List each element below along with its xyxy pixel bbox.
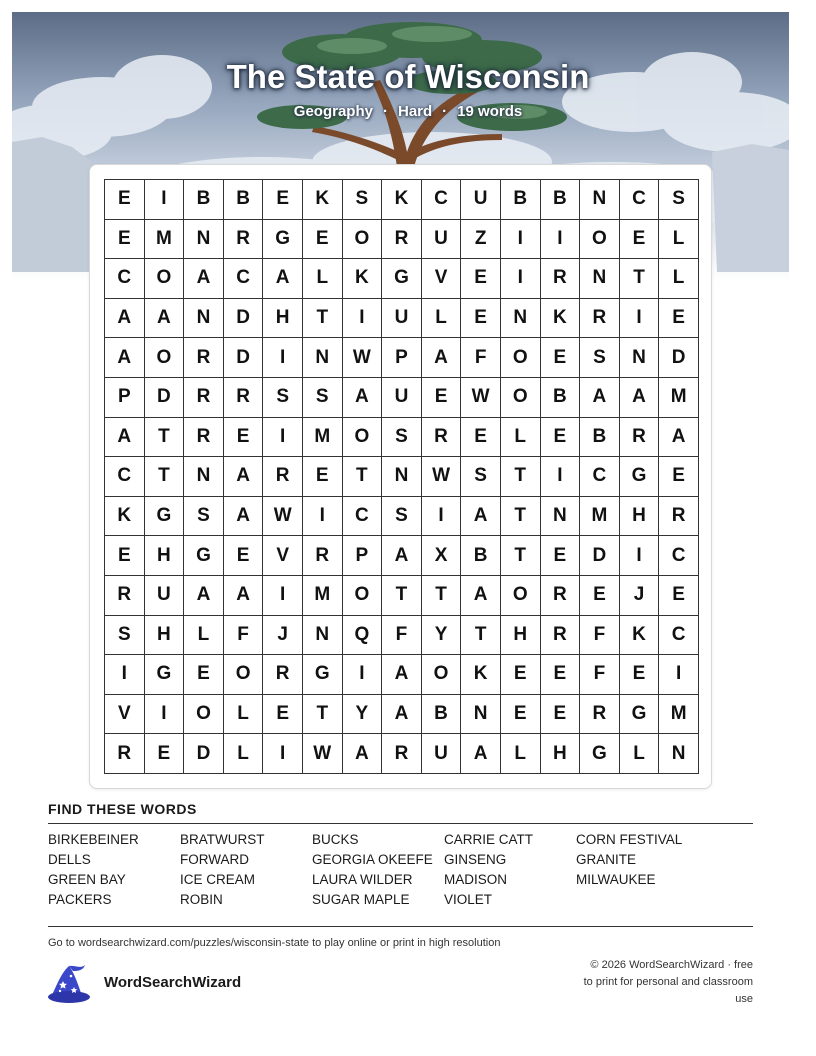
grid-cell[interactable]: N xyxy=(541,497,581,537)
grid-cell[interactable]: R xyxy=(263,457,303,497)
grid-cell[interactable]: D xyxy=(659,338,699,378)
grid-cell[interactable]: B xyxy=(541,180,581,220)
grid-cell[interactable]: I xyxy=(541,457,581,497)
grid-cell[interactable]: N xyxy=(501,299,541,339)
letter-grid[interactable] xyxy=(104,179,699,774)
word-list xyxy=(48,832,708,912)
grid-cell[interactable]: I xyxy=(263,734,303,774)
grid-cell[interactable]: K xyxy=(461,655,501,695)
grid-cell[interactable]: A xyxy=(184,576,224,616)
grid-cell[interactable]: E xyxy=(501,655,541,695)
word-list-item: MILWAUKEE xyxy=(576,872,656,887)
grid-cell[interactable]: Q xyxy=(343,616,383,656)
grid-cell[interactable]: O xyxy=(343,576,383,616)
grid-cell[interactable]: E xyxy=(105,180,145,220)
grid-cell[interactable]: C xyxy=(422,180,462,220)
grid-cell[interactable]: H xyxy=(145,616,185,656)
grid-cell[interactable]: K xyxy=(343,259,383,299)
grid-cell[interactable]: T xyxy=(501,536,541,576)
grid-cell[interactable]: H xyxy=(620,497,660,537)
grid-cell[interactable]: F xyxy=(382,616,422,656)
grid-cell[interactable]: A xyxy=(461,576,501,616)
grid-cell[interactable]: V xyxy=(422,259,462,299)
grid-cell[interactable]: R xyxy=(541,576,581,616)
grid-cell[interactable]: C xyxy=(659,536,699,576)
grid-cell[interactable]: O xyxy=(224,655,264,695)
grid-cell[interactable]: I xyxy=(303,497,343,537)
grid-cell[interactable]: G xyxy=(145,497,185,537)
grid-cell[interactable]: I xyxy=(263,338,303,378)
grid-cell[interactable]: O xyxy=(501,576,541,616)
word-list-item: BRATWURST xyxy=(180,832,265,847)
grid-cell[interactable]: R xyxy=(541,259,581,299)
grid-cell[interactable]: F xyxy=(580,616,620,656)
grid-cell[interactable]: E xyxy=(659,299,699,339)
grid-cell[interactable]: T xyxy=(145,418,185,458)
grid-cell[interactable]: R xyxy=(184,378,224,418)
grid-cell[interactable]: I xyxy=(145,695,185,735)
grid-cell[interactable]: D xyxy=(224,299,264,339)
grid-cell[interactable]: R xyxy=(224,220,264,260)
grid-cell[interactable]: S xyxy=(184,497,224,537)
grid-cell[interactable]: E xyxy=(303,457,343,497)
grid-cell[interactable]: T xyxy=(343,457,383,497)
grid-cell[interactable]: S xyxy=(659,180,699,220)
grid-cell[interactable]: E xyxy=(580,576,620,616)
grid-cell[interactable]: R xyxy=(382,220,422,260)
grid-cell[interactable]: V xyxy=(263,536,303,576)
grid-cell[interactable]: E xyxy=(263,180,303,220)
grid-cell[interactable]: S xyxy=(382,418,422,458)
grid-cell[interactable]: S xyxy=(303,378,343,418)
grid-cell[interactable]: A xyxy=(382,655,422,695)
grid-cell[interactable]: E xyxy=(105,536,145,576)
word-list-item: DELLS xyxy=(48,852,91,867)
divider xyxy=(48,926,753,927)
word-list-item: MADISON xyxy=(444,872,508,887)
word-list-item: GINSENG xyxy=(444,852,507,867)
grid-cell[interactable]: N xyxy=(303,338,343,378)
grid-cell[interactable]: L xyxy=(659,259,699,299)
grid-cell[interactable]: T xyxy=(303,299,343,339)
grid-cell[interactable]: L xyxy=(303,259,343,299)
grid-cell[interactable]: O xyxy=(343,220,383,260)
grid-cell[interactable]: R xyxy=(541,616,581,656)
grid-cell[interactable]: E xyxy=(541,418,581,458)
grid-cell[interactable]: L xyxy=(224,695,264,735)
grid-cell[interactable]: R xyxy=(105,734,145,774)
category-label: Geography xyxy=(293,103,373,120)
grid-cell[interactable]: U xyxy=(422,220,462,260)
brand-logo[interactable] xyxy=(47,963,93,1005)
grid-cell[interactable]: M xyxy=(659,378,699,418)
grid-cell[interactable]: B xyxy=(541,378,581,418)
wizard-hat-icon xyxy=(47,963,93,1005)
grid-cell[interactable]: M xyxy=(145,220,185,260)
grid-cell[interactable]: S xyxy=(461,457,501,497)
grid-cell[interactable]: P xyxy=(382,338,422,378)
grid-cell[interactable]: R xyxy=(184,418,224,458)
grid-cell[interactable]: I xyxy=(343,655,383,695)
grid-cell[interactable]: C xyxy=(620,180,660,220)
grid-cell[interactable]: I xyxy=(343,299,383,339)
grid-cell[interactable]: F xyxy=(224,616,264,656)
footer-link[interactable]: Go to wordsearchwizard.com/puzzles/wisconsin-state to play online or print in high resolution xyxy=(48,937,501,949)
grid-cell[interactable]: A xyxy=(461,734,501,774)
word-list-item: FORWARD xyxy=(180,852,249,867)
grid-cell[interactable]: F xyxy=(580,655,620,695)
divider xyxy=(48,823,753,824)
grid-cell[interactable]: N xyxy=(580,259,620,299)
grid-cell[interactable]: K xyxy=(382,180,422,220)
grid-cell[interactable]: V xyxy=(105,695,145,735)
grid-cell[interactable]: B xyxy=(224,180,264,220)
grid-cell[interactable]: X xyxy=(422,536,462,576)
grid-cell[interactable]: T xyxy=(145,457,185,497)
grid-cell[interactable]: I xyxy=(422,497,462,537)
grid-cell[interactable]: I xyxy=(145,180,185,220)
grid-cell[interactable]: Y xyxy=(343,695,383,735)
grid-cell[interactable]: O xyxy=(343,418,383,458)
word-list-item: BUCKS xyxy=(312,832,359,847)
grid-cell[interactable]: R xyxy=(382,734,422,774)
grid-cell[interactable]: T xyxy=(303,695,343,735)
grid-cell[interactable]: G xyxy=(145,655,185,695)
grid-cell[interactable]: N xyxy=(659,734,699,774)
grid-cell[interactable]: T xyxy=(382,576,422,616)
grid-cell[interactable]: A xyxy=(224,497,264,537)
grid-cell[interactable]: A xyxy=(105,338,145,378)
grid-cell[interactable]: T xyxy=(620,259,660,299)
grid-cell[interactable]: I xyxy=(659,655,699,695)
grid-cell[interactable]: I xyxy=(263,576,303,616)
grid-cell[interactable]: B xyxy=(184,180,224,220)
grid-cell[interactable]: N xyxy=(184,220,224,260)
brand-name: WordSearchWizard xyxy=(104,974,242,991)
separator-dot: · xyxy=(382,103,388,120)
word-list-item: SUGAR MAPLE xyxy=(312,892,410,907)
grid-cell[interactable]: F xyxy=(461,338,501,378)
grid-cell[interactable]: I xyxy=(263,418,303,458)
grid-cell[interactable]: A xyxy=(580,378,620,418)
grid-cell[interactable]: C xyxy=(659,616,699,656)
grid-cell[interactable]: W xyxy=(263,497,303,537)
grid-cell[interactable]: M xyxy=(303,576,343,616)
grid-cell[interactable]: A xyxy=(620,378,660,418)
grid-cell[interactable]: H xyxy=(263,299,303,339)
word-list-item: BIRKEBEINER xyxy=(48,832,139,847)
word-list-item: GEORGIA OKEEFE xyxy=(312,852,433,867)
grid-cell[interactable]: E xyxy=(145,734,185,774)
grid-cell[interactable]: K xyxy=(620,616,660,656)
grid-cell[interactable]: A xyxy=(105,299,145,339)
word-list-item: ROBIN xyxy=(180,892,223,907)
word-list-item: CORN FESTIVAL xyxy=(576,832,683,847)
grid-cell[interactable]: A xyxy=(263,259,303,299)
grid-cell[interactable]: T xyxy=(461,616,501,656)
grid-cell[interactable]: E xyxy=(303,220,343,260)
grid-cell[interactable]: S xyxy=(580,338,620,378)
word-list-item: VIOLET xyxy=(444,892,493,907)
grid-cell[interactable]: B xyxy=(580,418,620,458)
grid-cell[interactable]: M xyxy=(659,695,699,735)
grid-cell[interactable]: E xyxy=(541,338,581,378)
grid-cell[interactable]: P xyxy=(105,378,145,418)
grid-cell[interactable]: W xyxy=(461,378,501,418)
grid-cell[interactable]: U xyxy=(145,576,185,616)
grid-cell[interactable]: U xyxy=(382,378,422,418)
grid-cell[interactable]: E xyxy=(263,695,303,735)
grid-cell[interactable]: T xyxy=(501,457,541,497)
grid-cell[interactable]: S xyxy=(343,180,383,220)
grid-cell[interactable]: W xyxy=(422,457,462,497)
grid-cell[interactable]: R xyxy=(580,299,620,339)
grid-cell[interactable]: E xyxy=(105,220,145,260)
grid-cell[interactable]: E xyxy=(659,457,699,497)
grid-cell[interactable]: M xyxy=(303,418,343,458)
grid-cell[interactable]: C xyxy=(343,497,383,537)
grid-cell[interactable]: W xyxy=(303,734,343,774)
grid-cell[interactable]: I xyxy=(620,536,660,576)
grid-cell[interactable]: R xyxy=(659,497,699,537)
grid-cell[interactable]: E xyxy=(620,220,660,260)
grid-cell[interactable]: O xyxy=(501,378,541,418)
grid-cell[interactable]: P xyxy=(343,536,383,576)
grid-cell[interactable]: E xyxy=(541,655,581,695)
grid-cell[interactable]: E xyxy=(224,418,264,458)
grid-cell[interactable]: Z xyxy=(461,220,501,260)
grid-cell[interactable]: D xyxy=(184,734,224,774)
grid-cell[interactable]: O xyxy=(580,220,620,260)
grid-cell[interactable]: G xyxy=(303,655,343,695)
grid-cell[interactable]: S xyxy=(263,378,303,418)
grid-cell[interactable]: C xyxy=(580,457,620,497)
grid-cell[interactable]: R xyxy=(422,418,462,458)
word-list-item: GRANITE xyxy=(576,852,637,867)
grid-cell[interactable]: H xyxy=(541,734,581,774)
grid-cell[interactable]: L xyxy=(422,299,462,339)
grid-cell[interactable]: C xyxy=(105,457,145,497)
grid-cell[interactable]: I xyxy=(501,220,541,260)
grid-cell[interactable]: O xyxy=(422,655,462,695)
grid-cell[interactable]: R xyxy=(580,695,620,735)
grid-cell[interactable]: O xyxy=(501,338,541,378)
grid-cell[interactable]: L xyxy=(184,616,224,656)
grid-cell[interactable]: G xyxy=(580,734,620,774)
grid-cell[interactable]: I xyxy=(501,259,541,299)
grid-cell[interactable]: J xyxy=(263,616,303,656)
word-list-item: LAURA WILDER xyxy=(312,872,413,887)
word-list-item: GREEN BAY xyxy=(48,872,126,887)
grid-cell[interactable]: E xyxy=(461,259,501,299)
page-title: The State of Wisconsin xyxy=(226,58,590,95)
grid-cell[interactable]: E xyxy=(541,536,581,576)
grid-cell[interactable]: M xyxy=(580,497,620,537)
grid-cell[interactable]: G xyxy=(620,695,660,735)
grid-cell[interactable]: A xyxy=(461,497,501,537)
grid-cell[interactable]: N xyxy=(580,180,620,220)
grid-cell[interactable]: A xyxy=(343,734,383,774)
grid-cell[interactable]: U xyxy=(461,180,501,220)
grid-cell[interactable]: S xyxy=(382,497,422,537)
grid-cell[interactable]: L xyxy=(501,734,541,774)
grid-cell[interactable]: I xyxy=(105,655,145,695)
grid-cell[interactable]: D xyxy=(224,338,264,378)
grid-cell[interactable]: O xyxy=(145,259,185,299)
grid-cell[interactable]: R xyxy=(263,655,303,695)
grid-cell[interactable]: E xyxy=(541,695,581,735)
grid-cell[interactable]: E xyxy=(184,655,224,695)
grid-cell[interactable]: N xyxy=(620,338,660,378)
grid-cell[interactable]: S xyxy=(105,616,145,656)
grid-cell[interactable]: K xyxy=(105,497,145,537)
grid-cell[interactable]: I xyxy=(541,220,581,260)
grid-cell[interactable]: R xyxy=(105,576,145,616)
puzzle-meta xyxy=(0,103,816,120)
grid-cell[interactable]: K xyxy=(303,180,343,220)
grid-cell[interactable]: A xyxy=(382,536,422,576)
grid-cell[interactable]: N xyxy=(184,457,224,497)
grid-cell[interactable]: L xyxy=(659,220,699,260)
grid-cell[interactable]: G xyxy=(184,536,224,576)
grid-cell[interactable]: N xyxy=(303,616,343,656)
grid-cell[interactable]: U xyxy=(382,299,422,339)
word-list-item: PACKERS xyxy=(48,892,112,907)
grid-cell[interactable]: A xyxy=(382,695,422,735)
word-list-item: ICE CREAM xyxy=(180,872,256,887)
grid-cell[interactable]: G xyxy=(620,457,660,497)
grid-cell[interactable]: C xyxy=(105,259,145,299)
grid-cell[interactable]: E xyxy=(461,418,501,458)
grid-cell[interactable]: A xyxy=(422,338,462,378)
difficulty-label: Hard xyxy=(397,103,433,120)
word-count-label: 19 words xyxy=(457,103,523,120)
grid-cell[interactable]: A xyxy=(184,259,224,299)
grid-cell[interactable]: G xyxy=(382,259,422,299)
grid-cell[interactable]: A xyxy=(659,418,699,458)
grid-cell[interactable]: R xyxy=(184,338,224,378)
grid-cell[interactable]: N xyxy=(184,299,224,339)
grid-cell[interactable]: H xyxy=(501,616,541,656)
grid-cell[interactable]: E xyxy=(422,378,462,418)
grid-cell[interactable]: W xyxy=(343,338,383,378)
word-list-heading: FIND THESE WORDS xyxy=(48,801,197,817)
grid-cell[interactable]: T xyxy=(422,576,462,616)
grid-cell[interactable]: H xyxy=(145,536,185,576)
grid-cell[interactable]: R xyxy=(303,536,343,576)
grid-cell[interactable]: O xyxy=(184,695,224,735)
grid-cell[interactable]: R xyxy=(620,418,660,458)
grid-cell[interactable]: N xyxy=(382,457,422,497)
grid-cell[interactable]: B xyxy=(461,536,501,576)
grid-cell[interactable]: K xyxy=(541,299,581,339)
grid-cell[interactable]: C xyxy=(224,259,264,299)
grid-cell[interactable]: N xyxy=(461,695,501,735)
word-list-item: CARRIE CATT xyxy=(444,832,534,847)
grid-cell[interactable]: D xyxy=(145,378,185,418)
grid-cell[interactable]: J xyxy=(620,576,660,616)
grid-cell[interactable]: Y xyxy=(422,616,462,656)
grid-cell[interactable]: L xyxy=(501,418,541,458)
grid-cell[interactable]: A xyxy=(105,418,145,458)
separator-dot: · xyxy=(442,103,448,120)
grid-cell[interactable]: B xyxy=(501,180,541,220)
grid-cell[interactable]: O xyxy=(145,338,185,378)
grid-cell[interactable]: D xyxy=(580,536,620,576)
grid-cell[interactable]: A xyxy=(343,378,383,418)
grid-cell[interactable]: U xyxy=(422,734,462,774)
grid-cell[interactable]: E xyxy=(659,576,699,616)
grid-cell[interactable]: E xyxy=(620,655,660,695)
grid-cell[interactable]: A xyxy=(224,457,264,497)
grid-cell[interactable]: A xyxy=(224,576,264,616)
grid-cell[interactable]: R xyxy=(224,378,264,418)
grid-cell[interactable]: A xyxy=(145,299,185,339)
grid-cell[interactable]: L xyxy=(620,734,660,774)
grid-cell[interactable]: B xyxy=(422,695,462,735)
grid-cell[interactable]: G xyxy=(263,220,303,260)
grid-cell[interactable]: E xyxy=(224,536,264,576)
grid-cell[interactable]: L xyxy=(224,734,264,774)
grid-cell[interactable]: I xyxy=(620,299,660,339)
grid-cell[interactable]: E xyxy=(461,299,501,339)
copyright-notice: © 2026 WordSearchWizard · free to print for personal and classroom use xyxy=(583,959,753,1005)
grid-cell[interactable]: T xyxy=(501,497,541,537)
grid-cell[interactable]: E xyxy=(501,695,541,735)
